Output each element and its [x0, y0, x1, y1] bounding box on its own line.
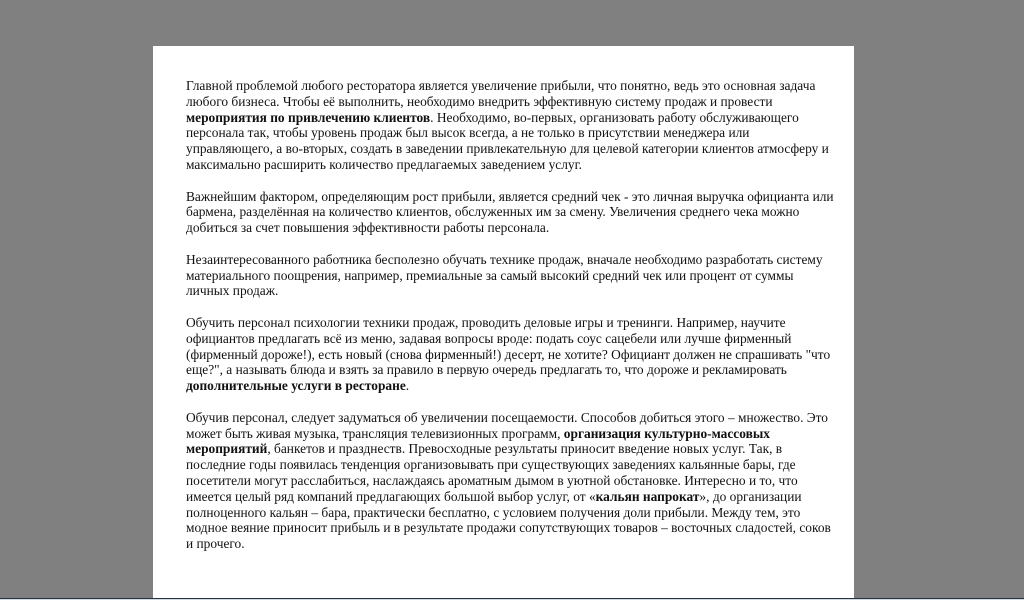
paragraph-1 — [186, 78, 836, 173]
text-run: Обучить персонал психологии техники продаж, проводить деловые игры и тренинги. Например, научите официантов предлагать всё из меню, задавая вопросы вроде: подать соус сацебели или лучше фирменный (фирменный дороже!), есть новый (снова фирменный!) десерт, не хотите? Официант должен не спрашивать "что еще?", а называть блюда и взять за правило в первую очередь предлагать то, что дороже и рекламировать — [186, 314, 831, 378]
text-run: Важнейшим фактором, определяющим рост прибыли, является средний чек - это личная выручка официанта или бармена, разделённая на количество клиентов, обслуженных им за смену. Увеличения среднего чека можно добиться за счет повышения эффективности работы персонала. — [186, 188, 834, 236]
text-run: Незаинтересованного работника бесполезно обучать технике продаж, вначале необходимо разработать систему материального поощрения, например, премиальные за самый высокий средний чек или процент от суммы личных продаж. — [186, 251, 823, 299]
text-run: , банкетов и празднеств. Превосходные результаты приносит введение новых услуг. Так, в последние годы появилась тенденция организовывать при существующих заведениях кальянные бары, где посетители могут расслабиться, наслаждаясь ароматным дымом в уютной обстановке. Интересно и то, что имеется целый ряд компаний предлагающих большой выбор услуг, от « — [186, 441, 798, 504]
paragraph-3 — [186, 252, 836, 299]
text-run: Обучив персонал, следует задуматься об увеличении посещаемости. Способов добиться этого – множество. Это может быть живая музыка, трансляция телевизионных программ, — [186, 409, 829, 441]
text-run: », до организации полноценного кальян – бара, практически бесплатно, с условием получения доли прибыли. Между тем, это модное веяние приносит прибыль и в результате продажи сопутствующих товаров – восточных сладостей, соков и прочего. — [186, 488, 831, 552]
text-run: . — [405, 378, 410, 394]
document-body — [186, 78, 836, 568]
text-run: . Необходимо, во-первых, организовать работу обслуживающего персонала так, чтобы уровень продаж был высок всегда, а не только в присутствии менеджера или управляющего, а во-вторых, создать в заведении привлекательную для целевой категории клиентов атмосферу и максимально расширить количество предлагаемых заведением услуг. — [186, 109, 829, 172]
paragraph-4 — [186, 315, 836, 394]
paragraph-2 — [186, 189, 836, 236]
bold-link-text: организация культурно-массовых мероприятий — [186, 425, 770, 457]
paragraph-5 — [186, 410, 836, 552]
bold-link-text: мероприятия по привлечению клиентов — [186, 109, 431, 125]
bold-link-text: кальян напрокат — [595, 488, 700, 504]
text-run: Главной проблемой любого ресторатора является увеличение прибыли, что понятно, ведь это основная задача любого бизнеса. Чтобы её выполнить, необходимо внедрить эффективную систему продаж и провести — [186, 78, 816, 109]
bold-link-text: дополнительные услуги в ресторане — [186, 378, 406, 394]
document-page — [153, 46, 854, 600]
